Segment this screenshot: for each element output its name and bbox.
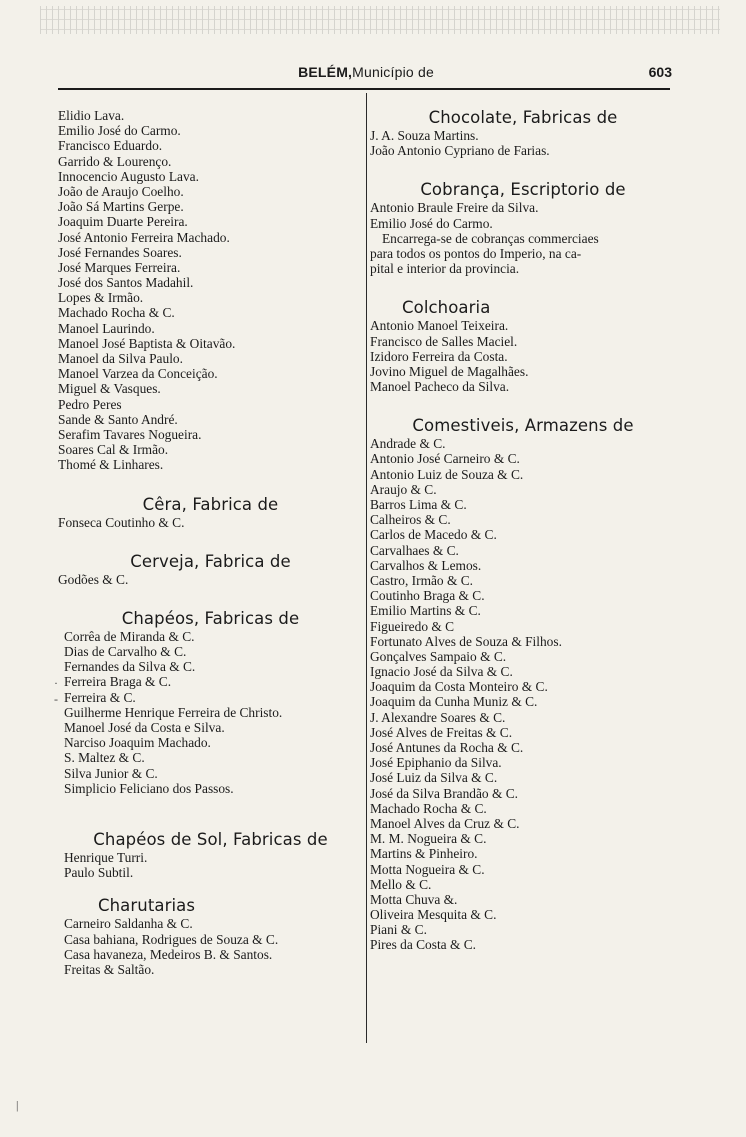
list-item: Pires da Costa & C. — [370, 937, 477, 953]
section-heading: Cêra, Fabrica de — [142, 494, 279, 514]
note-line: pital e interior da provincia. — [370, 261, 520, 277]
list-item: Mello & C. — [370, 876, 432, 892]
list-item: Joaquim da Costa Monteiro & C. — [370, 679, 548, 695]
list-item: João Antonio Cypriano de Farias. — [370, 143, 550, 159]
list-item: Jovino Miguel de Magalhães. — [370, 363, 529, 379]
section-heading: Charutarias — [98, 896, 196, 916]
list-item: Ferreira & C. — [64, 689, 136, 705]
section-chocolate — [370, 108, 676, 158]
list-item: Joaquim Duarte Pereira. — [58, 214, 188, 230]
list-item: Serafim Tavares Nogueira. — [58, 426, 202, 442]
note-line: Encarrega-se de cobranças commerciaes — [382, 230, 599, 246]
list-item: Fonseca Coutinho & C. — [58, 514, 185, 530]
section-cera — [58, 495, 363, 530]
left-column — [58, 108, 363, 977]
list-item: Carvalhaes & C. — [370, 542, 459, 558]
list-item: José Marques Ferreira. — [58, 259, 181, 275]
section-heading: Chapéos, Fabricas de — [121, 608, 300, 628]
list-item: Francisco Eduardo. — [58, 138, 163, 154]
list-item: Araujo & C. — [370, 481, 437, 497]
list-item: Dias de Carvalho & C. — [64, 644, 187, 660]
section-heading: Chapéos de Sol, Fabricas de — [93, 829, 328, 849]
list-item: Antonio José Carneiro & C. — [370, 451, 520, 467]
list-item: Ignacio José da Silva & C. — [370, 664, 513, 680]
section-heading: Cerveja, Fabrica de — [130, 551, 291, 571]
list-item: Manoel José da Costa e Silva. — [64, 720, 225, 735]
list-item: Miguel & Vasques. — [58, 381, 161, 397]
list-item: Francisco de Salles Maciel. — [370, 333, 518, 349]
section-heading: Colchoaria — [402, 298, 491, 318]
list-item: Carneiro Saldanha & C. — [64, 916, 193, 932]
list-item: Motta Nogueira & C. — [370, 861, 485, 877]
list-item: Carvalhos & Lemos. — [370, 557, 482, 573]
running-title — [60, 64, 672, 80]
list-item: Motta Chuva &. — [370, 891, 458, 907]
list-item: Godões & C. — [58, 571, 129, 587]
names-block — [58, 108, 363, 473]
section-colchoaria — [370, 298, 676, 394]
list-item: Gonçalves Sampaio & C. — [370, 648, 507, 664]
page-header — [60, 60, 672, 86]
list-item: José Alves de Freitas & C. — [370, 724, 513, 740]
running-title-rest: Município de — [352, 64, 434, 80]
page-number: 603 — [648, 64, 672, 80]
list-item: Izidoro Ferreira da Costa. — [370, 348, 508, 364]
list-item: José da Silva Brandão & C. — [370, 785, 519, 801]
list-item: Guilherme Henrique Ferreira de Christo. — [64, 704, 283, 720]
section-cerveja — [58, 552, 363, 587]
list-item: Manoel Varzea da Conceição. — [58, 366, 218, 382]
header-rule — [58, 88, 670, 90]
section-comestiveis — [370, 416, 676, 952]
list-item: José Luiz da Silva & C. — [370, 770, 498, 786]
list-item: M. M. Nogueira & C. — [370, 831, 487, 847]
section-chapeos-de-sol — [58, 830, 363, 880]
list-item: Innocencio Augusto Lava. — [58, 168, 199, 184]
list-item: J. A. Souza Martins. — [370, 128, 479, 143]
list-item: J. Alexandre Soares & C. — [370, 709, 506, 725]
column-divider — [366, 93, 367, 1043]
list-item: Lopes & Irmão. — [58, 290, 144, 306]
list-item: Coutinho Braga & C. — [370, 588, 485, 604]
list-item: Simplicio Feliciano dos Passos. — [64, 780, 234, 796]
list-item: Manoel Pacheco da Silva. — [370, 379, 510, 395]
list-item: Soares Cal & Irmão. — [58, 442, 169, 458]
list-item: Machado Rocha & C. — [370, 800, 487, 816]
list-item: Andrade & C. — [370, 436, 446, 452]
list-item: Fortunato Alves de Souza & Filhos. — [370, 633, 562, 649]
list-item: Manoel Alves da Cruz & C. — [370, 815, 520, 831]
list-item: Casa havaneza, Medeiros B. & Santos. — [64, 946, 273, 962]
section-cobranca — [370, 180, 676, 276]
list-item: Piani & C. — [370, 922, 427, 938]
list-item: Carlos de Macedo & C. — [370, 527, 497, 543]
list-item: Emilio Martins & C. — [370, 603, 481, 619]
list-item: Figueiredo & C — [370, 618, 455, 634]
list-item: João Sá Martins Gerpe. — [58, 199, 184, 215]
list-item: José Antunes da Rocha & C. — [370, 740, 524, 755]
list-item: Paulo Subtil. — [64, 865, 134, 881]
list-item: Antonio Luiz de Souza & C. — [370, 466, 524, 482]
list-item: Manoel da Silva Paulo. — [58, 351, 183, 366]
list-item: S. Maltez & C. — [64, 750, 145, 766]
list-item: Casa bahiana, Rodrigues de Souza & C. — [64, 931, 279, 947]
list-item: João de Araujo Coelho. — [58, 183, 184, 199]
list-item: José Epiphanio da Silva. — [370, 755, 502, 771]
section-chapeos — [58, 609, 363, 796]
list-item: Corrêa de Miranda & C. — [64, 628, 195, 644]
list-item: José Fernandes Soares. — [58, 244, 182, 260]
list-item: Antonio Manoel Teixeira. — [370, 318, 509, 334]
list-item: Calheiros & C. — [370, 512, 451, 528]
list-item: Henrique Turri. — [64, 849, 148, 865]
margin-dash: · — [54, 676, 58, 690]
section-heading: Comestiveis, Armazens de — [412, 416, 634, 436]
list-item: Narciso Joaquim Machado. — [64, 735, 211, 751]
list-item: Silva Junior & C. — [64, 765, 158, 781]
list-item: Castro, Irmão & C. — [370, 572, 474, 588]
list-item: José dos Santos Madahil. — [58, 275, 194, 291]
scan-noise — [40, 6, 720, 34]
list-item: Emilio José do Carmo. — [370, 215, 493, 231]
right-column — [370, 108, 676, 953]
list-item: Thomé & Linhares. — [58, 457, 164, 473]
list-item: Antonio Braule Freire da Silva. — [370, 200, 539, 216]
list-item: Joaquim da Cunha Muniz & C. — [370, 694, 538, 710]
list-item: Pedro Peres — [58, 396, 122, 412]
section-heading: Cobrança, Escriptorio de — [420, 180, 626, 200]
list-item: Elidio Lava. — [58, 108, 125, 123]
list-item: Machado Rocha & C. — [58, 305, 175, 321]
list-item: Freitas & Saltão. — [64, 961, 155, 977]
margin-tick: | — [16, 1098, 19, 1112]
list-item: Oliveira Mesquita & C. — [370, 907, 497, 923]
list-item: Manoel Laurindo. — [58, 320, 155, 336]
section-charutarias — [58, 896, 363, 977]
list-item: Martins & Pinheiro. — [370, 846, 478, 862]
section-heading: Chocolate, Fabricas de — [428, 108, 618, 127]
list-item: Emilio José do Carmo. — [58, 123, 181, 139]
list-item: José Antonio Ferreira Machado. — [58, 229, 230, 245]
list-item: Barros Lima & C. — [370, 497, 467, 512]
list-item: Ferreira Braga & C. — [64, 674, 172, 690]
list-item: Fernandes da Silva & C. — [64, 659, 196, 675]
list-item: Garrido & Lourenço. — [58, 153, 172, 169]
list-item: Manoel José Baptista & Oitavão. — [58, 335, 236, 351]
running-title-bold: BELÉM, — [298, 64, 353, 80]
note-line: para todos os pontos do Imperio, na ca- — [370, 245, 582, 261]
margin-dash: - — [54, 692, 58, 706]
list-item: Sande & Santo André. — [58, 411, 178, 427]
